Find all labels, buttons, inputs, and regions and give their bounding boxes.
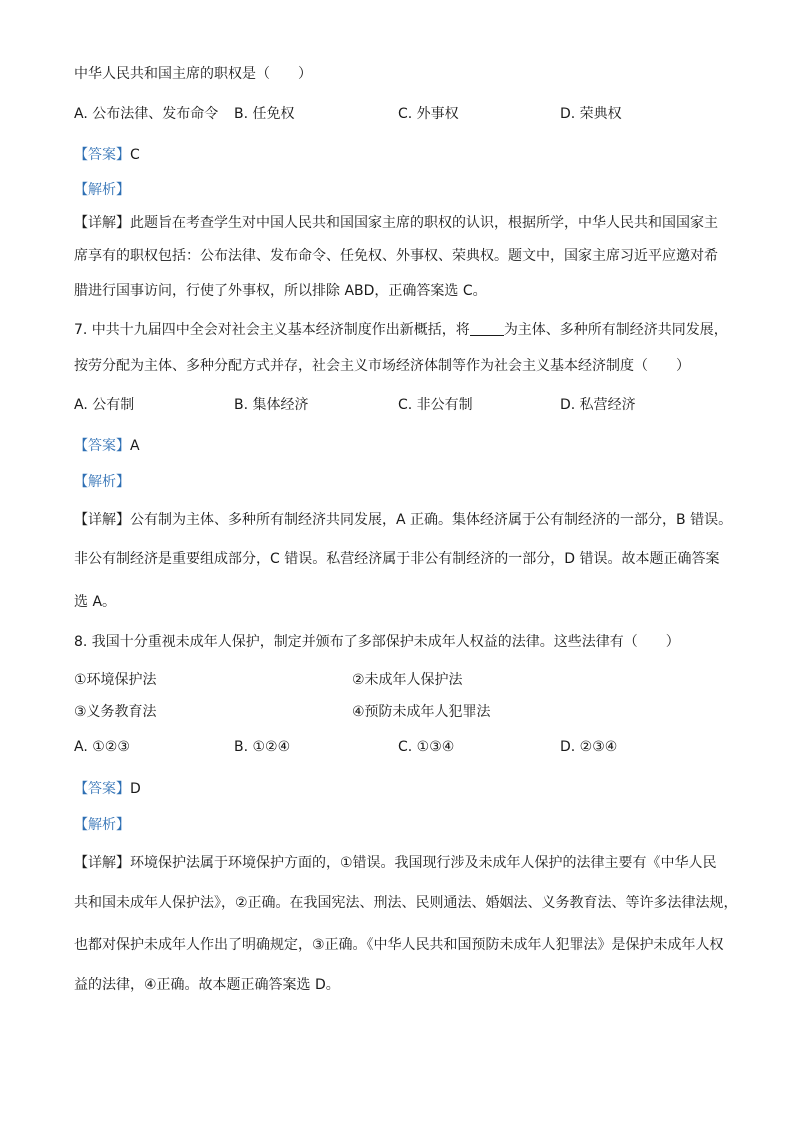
analysis-tag: 【解析】 [74,182,130,198]
q8-option-d: D. ②③④ [560,739,618,755]
q7-stem-part-1: 7. 中共十九届四中全会对社会主义基本经济制度作出新概括，将 [74,322,470,338]
q8-item-3: ③义务教育法 [74,704,157,720]
q8-detail-line-3: 也都对保护未成年人作出了明确规定，③正确。《中华人民共和国预防未成年人犯罪法》是保护未成年人权 [74,937,724,953]
q6-detail-text-1: 此题旨在考查学生对中国人民共和国国家主席的职权的认识，根据所学，中华人民共和国国家主 [130,215,718,231]
q6-option-d: D. 荣典权 [560,106,622,122]
analysis-tag: 【解析】 [74,817,130,833]
q7-detail-text-1: 公有制为主体、多种所有制经济共同发展，A 正确。集体经济属于公有制经济的一部分，B 错误。 [130,512,733,528]
q8-item-4: ④预防未成年人犯罪法 [352,704,491,720]
q6-option-c: C. 外事权 [398,106,459,122]
q8-detail-line-4: 益的法律，④正确。故本题正确答案选 D。 [74,977,340,993]
q7-stem-part-2: 为主体、多种所有制经济共同发展， [503,322,728,338]
q6-detail-line-1 [74,213,718,233]
q8-option-a: A. ①②③ [74,739,130,755]
q8-answer: D [130,781,141,797]
detail-tag: 【详解】 [74,215,130,231]
q7-fill-blank [470,321,504,336]
answer-tag: 【答案】 [74,438,130,454]
q8-detail-line-1 [74,853,717,873]
analysis-tag: 【解析】 [74,474,130,490]
answer-tag: 【答案】 [74,147,130,163]
q8-stem: 8. 我国十分重视未成年人保护，制定并颁布了多部保护未成年人权益的法律。这些法律有（ ） [74,634,680,650]
q8-item-2: ②未成年人保护法 [352,672,463,688]
q7-stem-line-1 [74,320,728,340]
q8-answer-line [74,779,141,799]
q7-answer-line [74,436,140,456]
q6-analysis-tag [74,180,130,200]
q7-detail-line-1 [74,510,732,530]
q6-answer-line [74,145,140,165]
q7-answer: A [130,438,140,454]
q7-stem-line-2: 按劳分配为主体、多种分配方式并存，社会主义市场经济体制等作为社会主义基本经济制度（ ） [74,358,690,374]
q8-option-b: B. ①②④ [234,739,291,755]
q7-option-b: B. 集体经济 [234,397,309,413]
q8-detail-text-1: 环境保护法属于环境保护方面的，①错误。我国现行涉及未成年人保护的法律主要有《中华人民 [130,855,717,871]
detail-tag: 【详解】 [74,512,130,528]
q7-option-d: D. 私营经济 [560,397,636,413]
q6-answer: C [130,147,140,163]
q7-detail-line-2: 非公有制经济是重要组成部分，C 错误。私营经济属于非公有制经济的一部分，D 错误。故本题正确答案 [74,551,720,567]
q6-stem: 中华人民共和国主席的职权是（ ） [74,66,312,82]
q6-detail-line-3: 腊进行国事访问，行使了外事权，所以排除 ABD，正确答案选 C。 [74,283,487,299]
q8-analysis-tag [74,815,130,835]
q7-detail-line-3: 选 A。 [74,594,117,610]
q6-option-b: B. 任免权 [234,106,295,122]
q8-item-1: ①环境保护法 [74,672,157,688]
detail-tag: 【详解】 [74,855,130,871]
q6-option-a: A. 公布法律、发布命令 [74,106,219,122]
q7-option-c: C. 非公有制 [398,397,473,413]
q7-analysis-tag [74,472,130,492]
q8-detail-line-2: 共和国未成年人保护法》，②正确。在我国宪法、刑法、民则通法、婚姻法、义务教育法、等许多法律法规， [74,895,738,911]
q7-option-a: A. 公有制 [74,397,135,413]
answer-tag: 【答案】 [74,781,130,797]
q8-option-c: C. ①③④ [398,739,455,755]
q6-detail-line-2: 席享有的职权包括：公布法律、发布命令、任免权、外事权、荣典权。题文中，国家主席习近平应邀对希 [74,248,718,264]
